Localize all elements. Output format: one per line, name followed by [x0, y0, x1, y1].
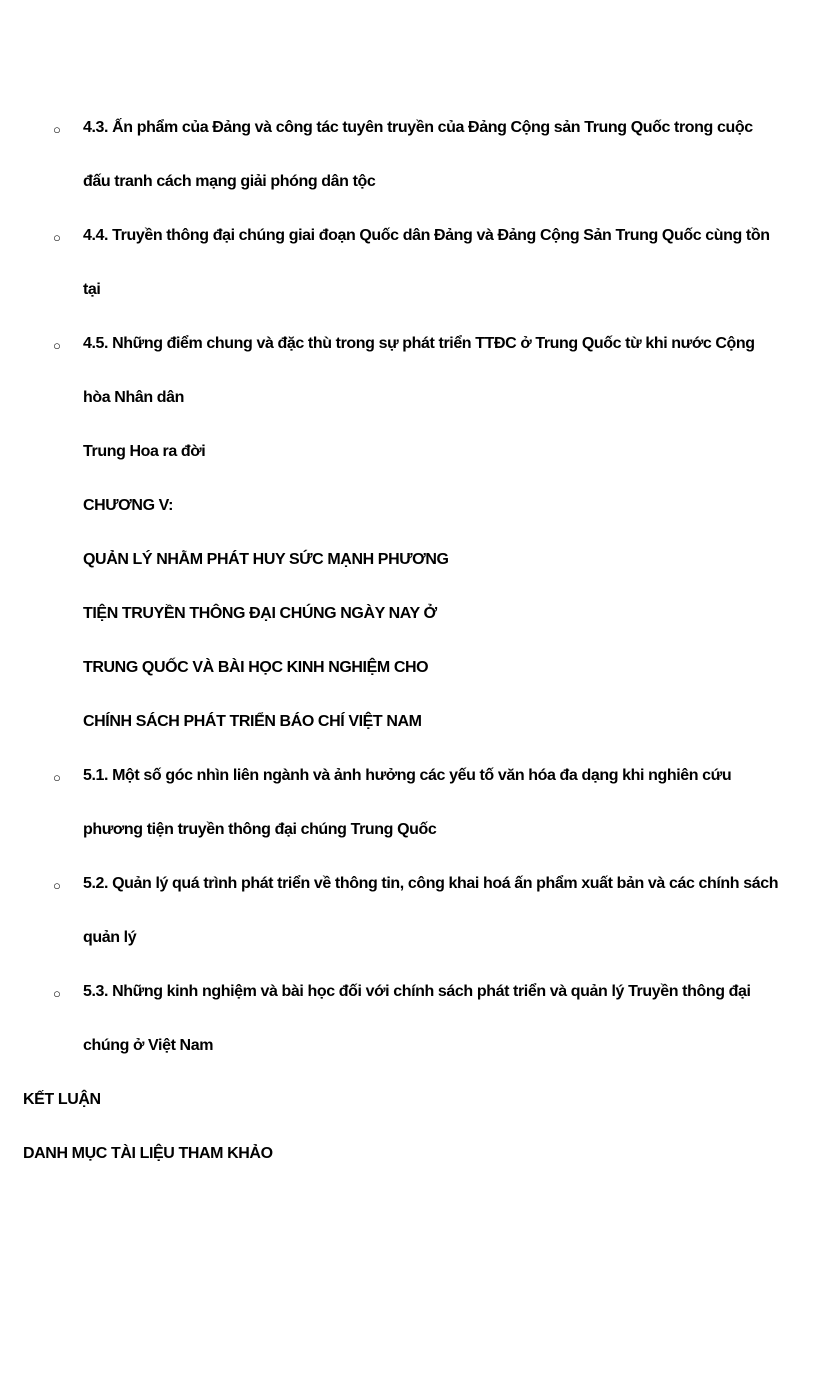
toc-item-5-2-line2: quản lý: [83, 929, 137, 946]
chapter-5-title-line1: QUẢN LÝ NHẰM PHÁT HUY SỨC MẠNH PHƯƠNG: [83, 551, 449, 568]
toc-item-5-3-line1: 5.3. Những kinh nghiệm và bài học đối với chính sách phát triển và quản lý Truyền thông đại: [83, 983, 751, 1000]
toc-item-4-4-line2: tại: [83, 281, 101, 298]
bullet-icon: ○: [53, 230, 61, 245]
bullet-icon: ○: [53, 338, 61, 353]
chapter-5-label: CHƯƠNG V:: [83, 497, 173, 514]
toc-conclusion: KẾT LUẬN: [23, 1091, 101, 1108]
toc-item-4-3-line2: đấu tranh cách mạng giải phóng dân tộc: [83, 173, 376, 190]
bullet-icon: ○: [53, 122, 61, 137]
bullet-icon: ○: [53, 878, 61, 893]
bullet-icon: ○: [53, 986, 61, 1001]
toc-item-5-1-line2: phương tiện truyền thông đại chúng Trung Quốc: [83, 821, 437, 838]
toc-references: DANH MỤC TÀI LIỆU THAM KHẢO: [23, 1145, 273, 1162]
toc-item-5-1-line1: 5.1. Một số góc nhìn liên ngành và ảnh hưởng các yếu tố văn hóa đa dạng khi nghiên cứu: [83, 767, 732, 784]
chapter-5-title-line4: CHÍNH SÁCH PHÁT TRIỂN BÁO CHÍ VIỆT NAM: [83, 713, 422, 730]
toc-item-4-3-line1: 4.3. Ấn phẩm của Đảng và công tác tuyên truyền của Đảng Cộng sản Trung Quốc trong cuộc: [83, 119, 753, 136]
bullet-icon: ○: [53, 770, 61, 785]
toc-item-4-5-line1: 4.5. Những điểm chung và đặc thù trong sự phát triển TTĐC ở Trung Quốc từ khi nước Cộng: [83, 335, 755, 352]
toc-item-5-3-line2: chúng ở Việt Nam: [83, 1037, 214, 1054]
chapter-5-title-line3: TRUNG QUỐC VÀ BÀI HỌC KINH NGHIỆM CHO: [83, 659, 429, 676]
chapter-5-title-line2: TIỆN TRUYỀN THÔNG ĐẠI CHÚNG NGÀY NAY Ở: [83, 605, 437, 622]
toc-item-4-5-line3: Trung Hoa ra đời: [83, 443, 206, 460]
toc-item-4-5-line2: hòa Nhân dân: [83, 389, 184, 406]
toc-item-5-2-line1: 5.2. Quản lý quá trình phát triển về thông tin, công khai hoá ấn phẩm xuất bản và các chính sách: [83, 875, 779, 892]
toc-item-4-4-line1: 4.4. Truyền thông đại chúng giai đoạn Quốc dân Đảng và Đảng Cộng Sản Trung Quốc cùng tồn: [83, 227, 770, 244]
